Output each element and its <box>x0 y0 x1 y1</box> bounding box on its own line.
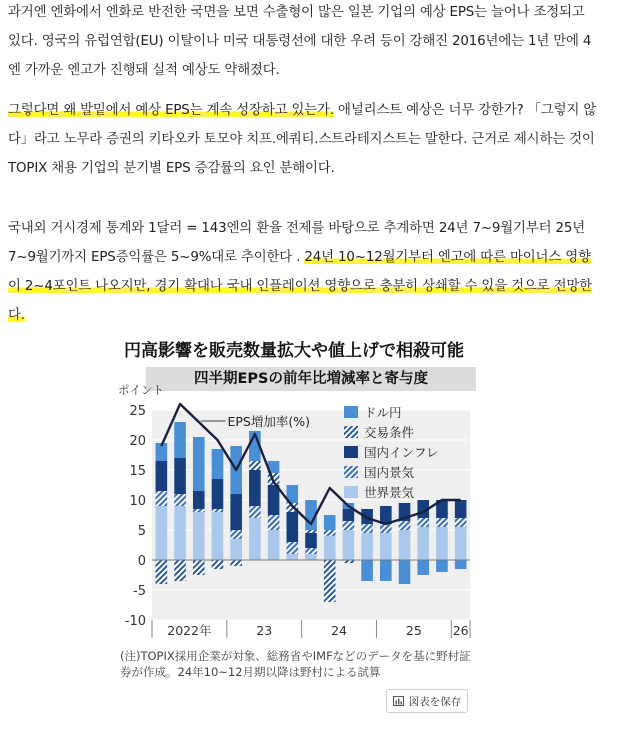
chart-subtitle: 四半期EPSの前年比増減率と寄与度 <box>146 367 476 391</box>
bar-segment <box>436 560 448 572</box>
bar-segment <box>324 515 336 530</box>
bar-segment <box>156 491 168 506</box>
bar-segment <box>212 512 224 560</box>
legend-swatch <box>344 486 358 498</box>
bar-segment <box>268 485 280 515</box>
bar-segment <box>174 422 186 458</box>
y-tick-label: 10 <box>129 494 146 509</box>
bar-segment <box>212 449 224 479</box>
bar-segment <box>455 500 467 518</box>
x-period-label: 26 <box>452 623 469 638</box>
bar-segment <box>361 533 373 560</box>
bar-segment <box>249 518 261 560</box>
legend-swatch <box>344 446 358 458</box>
bar-segment <box>174 506 186 560</box>
legend-label: 国内景気 <box>364 465 415 480</box>
legend-swatch <box>344 466 358 478</box>
y-axis-label: ポイント <box>118 383 164 397</box>
bar-segment <box>268 530 280 560</box>
save-chart-label: 図表を保存 <box>408 695 462 708</box>
bar-segment <box>286 512 298 542</box>
bar-segment <box>156 560 168 584</box>
bar-segment <box>380 560 392 581</box>
y-tick-label: -10 <box>124 614 146 629</box>
legend-label: 世界景気 <box>364 485 415 500</box>
x-period-label: 2022年 <box>167 623 212 638</box>
y-tick-label: 0 <box>137 554 146 569</box>
bar-segment <box>455 518 467 527</box>
legend-label: 国内インフレ <box>364 445 439 460</box>
bar-segment <box>193 437 205 491</box>
eps-chart <box>112 382 476 652</box>
bar-segment <box>361 524 373 533</box>
paragraph <box>8 214 598 330</box>
bar-segment <box>380 533 392 560</box>
chart-figure <box>112 340 476 720</box>
x-period-label: 24 <box>331 623 348 638</box>
bar-segment <box>399 560 411 584</box>
highlighted-text: 그렇다면 왜 발밑에서 예상 EPS는 계속 성장하고 있는가. <box>8 103 334 118</box>
bar-segment <box>156 506 168 560</box>
bar-segment <box>343 521 355 530</box>
bar-segment <box>343 530 355 560</box>
legend-swatch <box>344 406 358 418</box>
bar-segment <box>324 530 336 536</box>
bar-segment <box>174 560 186 581</box>
bar-segment <box>305 554 317 560</box>
bar-segment <box>212 509 224 512</box>
highlighted-text: 24년 10~12월기부터 엔고에 따른 마이너스 영향이 2~4포인트 나오지만, 경기 확대나 국내 인플레이션 영향으로 충분히 상쇄할 수 있을 것으로 전망한다. <box>8 250 592 323</box>
bar-segment <box>436 527 448 560</box>
bar-segment <box>324 536 336 560</box>
chart-title: 円高影響を販売数量拡大や値上げで相殺可能 <box>124 341 464 361</box>
bar-segment <box>193 560 205 575</box>
x-period-label: 23 <box>256 623 273 638</box>
bar-segment <box>286 542 298 554</box>
save-chart-button[interactable] <box>386 689 468 713</box>
bar-segment <box>174 458 186 494</box>
bar-segment <box>268 515 280 530</box>
bar-segment <box>417 560 429 575</box>
bar-segment <box>305 530 317 533</box>
bar-segment <box>399 530 411 560</box>
y-tick-label: 5 <box>137 524 146 539</box>
bar-segment <box>230 494 242 530</box>
bar-segment <box>399 521 411 530</box>
y-tick-label: -5 <box>133 584 146 599</box>
bar-segment <box>249 470 261 506</box>
bar-segment <box>380 506 392 524</box>
bar-segment <box>230 539 242 560</box>
paragraph-text: 과거엔 엔화에서 엔화로 반전한 국면을 보면 수출형이 많은 일본 기업의 예상 EPS는 늘어나 조정되고 있다. 영국의 유럽연합(EU) 이탈이나 미국 대통령선에 대한 우려 등이 강해진 2016년에는 1년 만에 4엔 가까운 엔고가 진행돼 실적 예상도 약해졌다. <box>8 5 592 78</box>
bar-segment <box>361 560 373 581</box>
bar-segment <box>230 560 242 566</box>
bar-segment <box>417 518 429 527</box>
y-tick-label: 25 <box>129 404 146 419</box>
paragraph <box>8 96 598 183</box>
bar-chart-icon <box>393 696 404 706</box>
y-tick-label: 15 <box>129 464 146 479</box>
line-series-label: EPS増加率(%) <box>227 414 310 429</box>
bar-segment <box>455 560 467 569</box>
bar-segment <box>193 509 205 512</box>
paragraph <box>8 0 598 85</box>
paragraph-text: 애널리스트 예상은 너무 강한가? 「그렇지 않다」라고 노무라 증권의 키타오카 토모야 치프.에쿼티.스트라테지스트는 말한다. 근거로 제시하는 것이 TOPIX 채용 기업의 분기별 EPS 증감률의 요인 분해이다. <box>8 103 597 176</box>
legend-label: 交易条件 <box>364 425 415 440</box>
legend-label: ドル円 <box>364 405 402 420</box>
bar-segment <box>436 518 448 527</box>
bar-segment <box>193 512 205 560</box>
bar-segment <box>156 461 168 491</box>
bar-segment <box>380 524 392 533</box>
bar-segment <box>249 461 261 470</box>
bar-segment <box>417 527 429 560</box>
bar-segment <box>174 494 186 506</box>
bar-segment <box>455 527 467 560</box>
x-period-label: 25 <box>405 623 422 638</box>
paragraph-text: 국내외 거시경제 통계와 1달러 = 143엔의 환율 전제를 바탕으로 추계하면 24년 7~9월기부터 25년 7~9월기까지 EPS증익률은 5~9%대로 추이한다 . <box>8 221 586 265</box>
bar-segment <box>212 560 224 569</box>
bar-segment <box>212 479 224 509</box>
chart-note: (注)TOPIX採用企業が対象、総務省やIMFなどのデータを基に野村証券が作成。24年10~12月期以降は野村による試算 <box>120 649 471 679</box>
bar-segment <box>249 506 261 518</box>
legend-swatch <box>344 426 358 438</box>
bar-segment <box>230 530 242 539</box>
y-tick-label: 20 <box>129 434 146 449</box>
bar-segment <box>193 491 205 509</box>
bar-segment <box>305 548 317 554</box>
bar-segment <box>305 533 317 548</box>
bar-segment <box>343 509 355 521</box>
bar-segment <box>286 554 298 560</box>
bar-segment <box>324 560 336 602</box>
